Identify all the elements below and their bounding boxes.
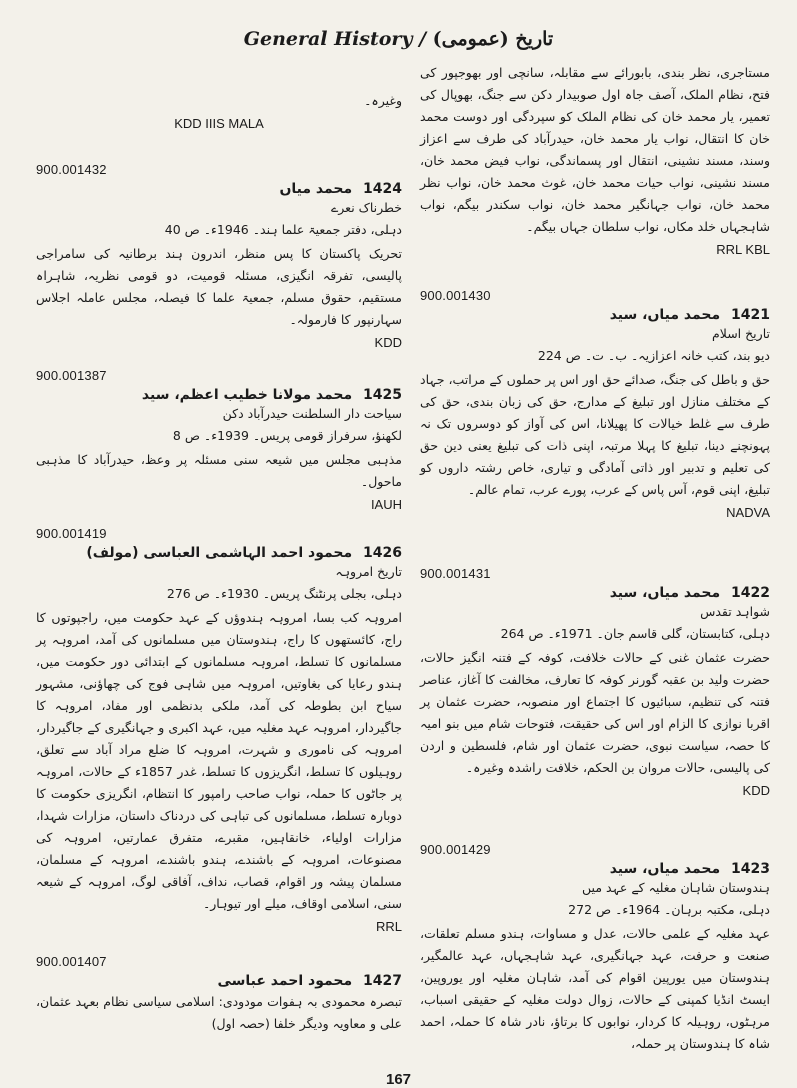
library-codes: KDD xyxy=(742,783,770,798)
continued-entry xyxy=(420,60,770,257)
entry-description: امروہہ کب بسا، امروہہ ہندوؤں کے عہد حکومت میں، راجپوتوں کا راج، کائستھوں کا راج، ہندوستان میں مسلمانوں کی آمد، امروہہ پر مسلمانوں کا تسلط، امروہہ مسلمانوں کے ابتدائی دور حکومت میں، ہندو رعایا کی بغاوتیں، امروہہ میں شاہی فوج کی چھاؤنی، مشہور سیاح ابن بطوطہ کی آمد، ملکی بدنظمی اور مفاد، امروہہ کا جاگیردار، امروہہ عہد مغلیہ میں، عہد اکبری و جہانگیری کے جاگیردار، امروہہ کی ناموری و شہرت، امروہہ کا ضلع مراد آباد سے تعلق، روہیلوں کا تسلط، انگریزوں کا تسلط، غدر 1857ء کے حالات، امروہہ پر جاٹوں کا حملہ، نواب صاحب رامپور کا انتظام، انگریزی حکومت کا دوبارہ تسلط، مسلمانوں کی تباہی کی دردناک داستان، مزارات شہدا، مزارات اولیاء، خانقاہیں، مقبرے، متفرق عمارتیں، امروہہ کی مصنوعات، امروہہ کے باشندے، ہندو باشندے، امروہہ کے مسلمان، مسلمان پیشہ ور اقوام، قصاب، نداف، آفاقی لوگ، امروہہ کے شیعہ سنی، اسلامی اوقاف، میلے اور تیوہار۔ xyxy=(36,610,402,911)
accession-number: 900.001431 xyxy=(420,566,491,581)
entry-description: حق و باطل کی جنگ، صدائے حق اور اس پر حملوں کے مراتب، جہاد کے مختلف منازل اور تبلیغ کے مدارج، حق کی زبان بندی، حق کی طرف سے غلط خیالات کا پھیلانا، اس کی آواز کو دوسروں تک نہ پہونچنے دینا، تبلیغ کا پہلا مرتبہ، اپنی ذات کی تبلیغ یعنی دین حق کی تعلیم و تدبیر اور ذاتی آمادگی و تیاری، خاص رشتہ داروں کو تبلیغ، اپنی قوم، آس پاس کے عرب، پورے عرب، تمام عالم۔ xyxy=(420,372,770,497)
entry-heading xyxy=(420,307,770,323)
catalog-entry xyxy=(36,954,402,1035)
entry-number: 1421 xyxy=(731,307,770,323)
page-header xyxy=(0,28,797,50)
entry-description: مذہبی مجلس میں شیعہ سنی مسئلہ پر وعظ، حیدرآباد کا مذہبی ماحول۔ xyxy=(36,452,402,489)
entry-description: عہد مغلیہ کے علمی حالات، عدل و مساوات، ہندو مسلم تعلقات، صنعت و حرفت، عہد جہانگیری، عہد شاہجہاں، عہد عالمگیر، ہندوستان میں یورپین اقوام کی آمد، شاہان مغلیہ اور یوروپین، ایسٹ انڈیا کمپنی کے حالات، زوال دولت مغلیہ کے حقیقی اسباب، مرہٹوں، روہیلہ کا کردار، نوابوں کا برتاؤ، نادر شاہ کا حملہ، احمد شاہ کا ہندوستان پر حملہ، xyxy=(420,926,770,1051)
entry-description: حضرت عثمان غنی کے حالات خلافت، کوفہ کے فتنہ انگیز حالات، حضرت ولید بن عقبہ گورنر کوفہ کا تعارف، مخالفت کا آغاز، عناصر فتنہ کی تنظیم، سبائیوں کا اجتماع اور منصوبہ، حضرت عثمان پر اقربا نوازی کا الزام اور اس کی حقیقت، فتوحات شام میں بنو امیہ کا حصہ، سیاست نبوی، حضرت عثمان اور شام، فلسطین و اردن کی پالیسی، حالات مروان بن الحکم، خلافت راشدہ وغیرہ۔ xyxy=(420,650,770,775)
accession-number: 900.001432 xyxy=(36,162,107,177)
continued-entry xyxy=(36,90,402,131)
entry-author: محمد مولانا خطیب اعظم، سید xyxy=(141,387,353,403)
entry-author: محمود احمد الہاشمی العباسی (مولف) xyxy=(86,545,353,561)
entry-author: محمد میاں، سید xyxy=(609,861,721,877)
entry-author: محمد میاں xyxy=(279,181,353,197)
entry-author: محمد میاں، سید xyxy=(609,585,721,601)
entry-number: 1427 xyxy=(363,973,402,989)
entry-number: 1422 xyxy=(731,585,770,601)
entry-title: خطرناک نعرے xyxy=(330,200,402,215)
page-number: 167 xyxy=(385,1071,412,1088)
catalog-entry xyxy=(420,842,770,1055)
entry-imprint: لکھنؤ، سرفراز قومی پریس۔ 1939ء۔ ص 8 xyxy=(172,428,402,443)
library-codes: NADVA xyxy=(726,505,770,520)
entry-imprint: دہلی، کتابستان، گلی قاسم جان۔ 1971ء۔ ص 264 xyxy=(500,626,770,641)
entry-author: محمود احمد عباسی xyxy=(217,973,353,989)
header-title-urdu: تاریخ (عمومی) xyxy=(432,28,554,50)
accession-number: 900.001429 xyxy=(420,842,491,857)
entry-title: تاریخ اسلام xyxy=(712,326,770,341)
entry-imprint: دیو بند، کتب خانہ اعزازیہ۔ ب۔ ت۔ ص 224 xyxy=(537,348,770,363)
entry-description: وغیرہ۔ xyxy=(364,93,402,108)
accession-number: 900.001407 xyxy=(36,954,107,969)
accession-number: 900.001430 xyxy=(420,288,491,303)
entry-title: سیاحت دار السلطنت حیدرآباد دکن xyxy=(222,406,402,421)
accession-number: 900.001387 xyxy=(36,368,107,383)
library-codes: RRL KBL xyxy=(716,242,770,257)
entry-description: تحریک پاکستان کا پس منظر، اندرون ہند برطانیہ کی سامراجی پالیسی، تفرقہ انگیزی، مسئلہ قومیت، دو قومی نظریہ، شاہراہ مستقیم، حقوق مسلم، جمعیۃ علما کا فیصلہ، مجلس عاملہ اجلاس سہارنپور کا فارمولہ۔ xyxy=(36,246,402,327)
entry-heading xyxy=(420,585,770,601)
catalog-entry xyxy=(420,566,770,798)
entry-imprint: دہلی، دفتر جمعیۃ علما ہند۔ 1946ء۔ ص 40 xyxy=(164,222,402,237)
entry-imprint: دہلی، بجلی پرنٹنگ پریس۔ 1930ء۔ ص 276 xyxy=(166,586,402,601)
entry-number: 1423 xyxy=(731,861,770,877)
catalog-entry xyxy=(36,526,402,934)
entry-heading xyxy=(36,545,402,561)
library-codes: IAUH xyxy=(370,497,402,512)
catalog-entry xyxy=(36,368,402,512)
entry-heading xyxy=(36,973,402,989)
catalog-entry xyxy=(420,288,770,520)
entry-author: محمد میاں، سید xyxy=(609,307,721,323)
entry-description: مستاجری، نظر بندی، بابورائے سے مقابلہ، سانچی اور بھوجپور کی فتح، نظام الملک، آصف جاہ اول صوبیدار دکن سے جنگ، بھوپال کی تعمیر، یار محمد خان کی نظام الملک کو سپردگی اور دوست محمد خان کا انتقال، نواب یار محمد خان، حیدرآباد کی طرف سے اعزاز وسند، مسند نشینی، انتقال اور پسماندگی، نواب فیض محمد خان، مسند نشینی، نواب حیات محمد خان، غوث محمد خان، نواب نظر محمد خان، نواب جہانگیر محمد خان، نواب سکندر بیگم، نواب شاہجہاں خلد مکاں، نواب سلطان جہاں بیگم۔ xyxy=(420,65,770,234)
catalog-entry xyxy=(36,162,402,350)
library-codes: KDD IIIS MALA xyxy=(174,116,264,131)
entry-heading xyxy=(36,387,402,403)
library-codes: KDD xyxy=(374,335,402,350)
entry-heading xyxy=(420,861,770,877)
entry-number: 1425 xyxy=(363,387,402,403)
entry-number: 1426 xyxy=(363,545,402,561)
entry-title: ہندوستان شاہان مغلیہ کے عہد میں xyxy=(582,880,770,895)
entry-number: 1424 xyxy=(363,181,402,197)
header-title-english: General History / xyxy=(243,28,427,50)
entry-description: تبصرہ محمودی بہ ہفوات مودودی: اسلامی سیاسی نظام بعہد عثمان، علی و معاویہ ودیگر خلفا (حصہ اول) xyxy=(36,994,402,1031)
library-codes: RRL xyxy=(375,919,402,934)
entry-heading xyxy=(36,181,402,197)
accession-number: 900.001419 xyxy=(36,526,107,541)
entry-title: شواہد تقدس xyxy=(700,604,770,619)
entry-imprint: دہلی، مکتبہ برہان۔ 1964ء۔ ص 272 xyxy=(568,902,770,917)
entry-title: تاریخ امروہہ xyxy=(335,564,402,579)
